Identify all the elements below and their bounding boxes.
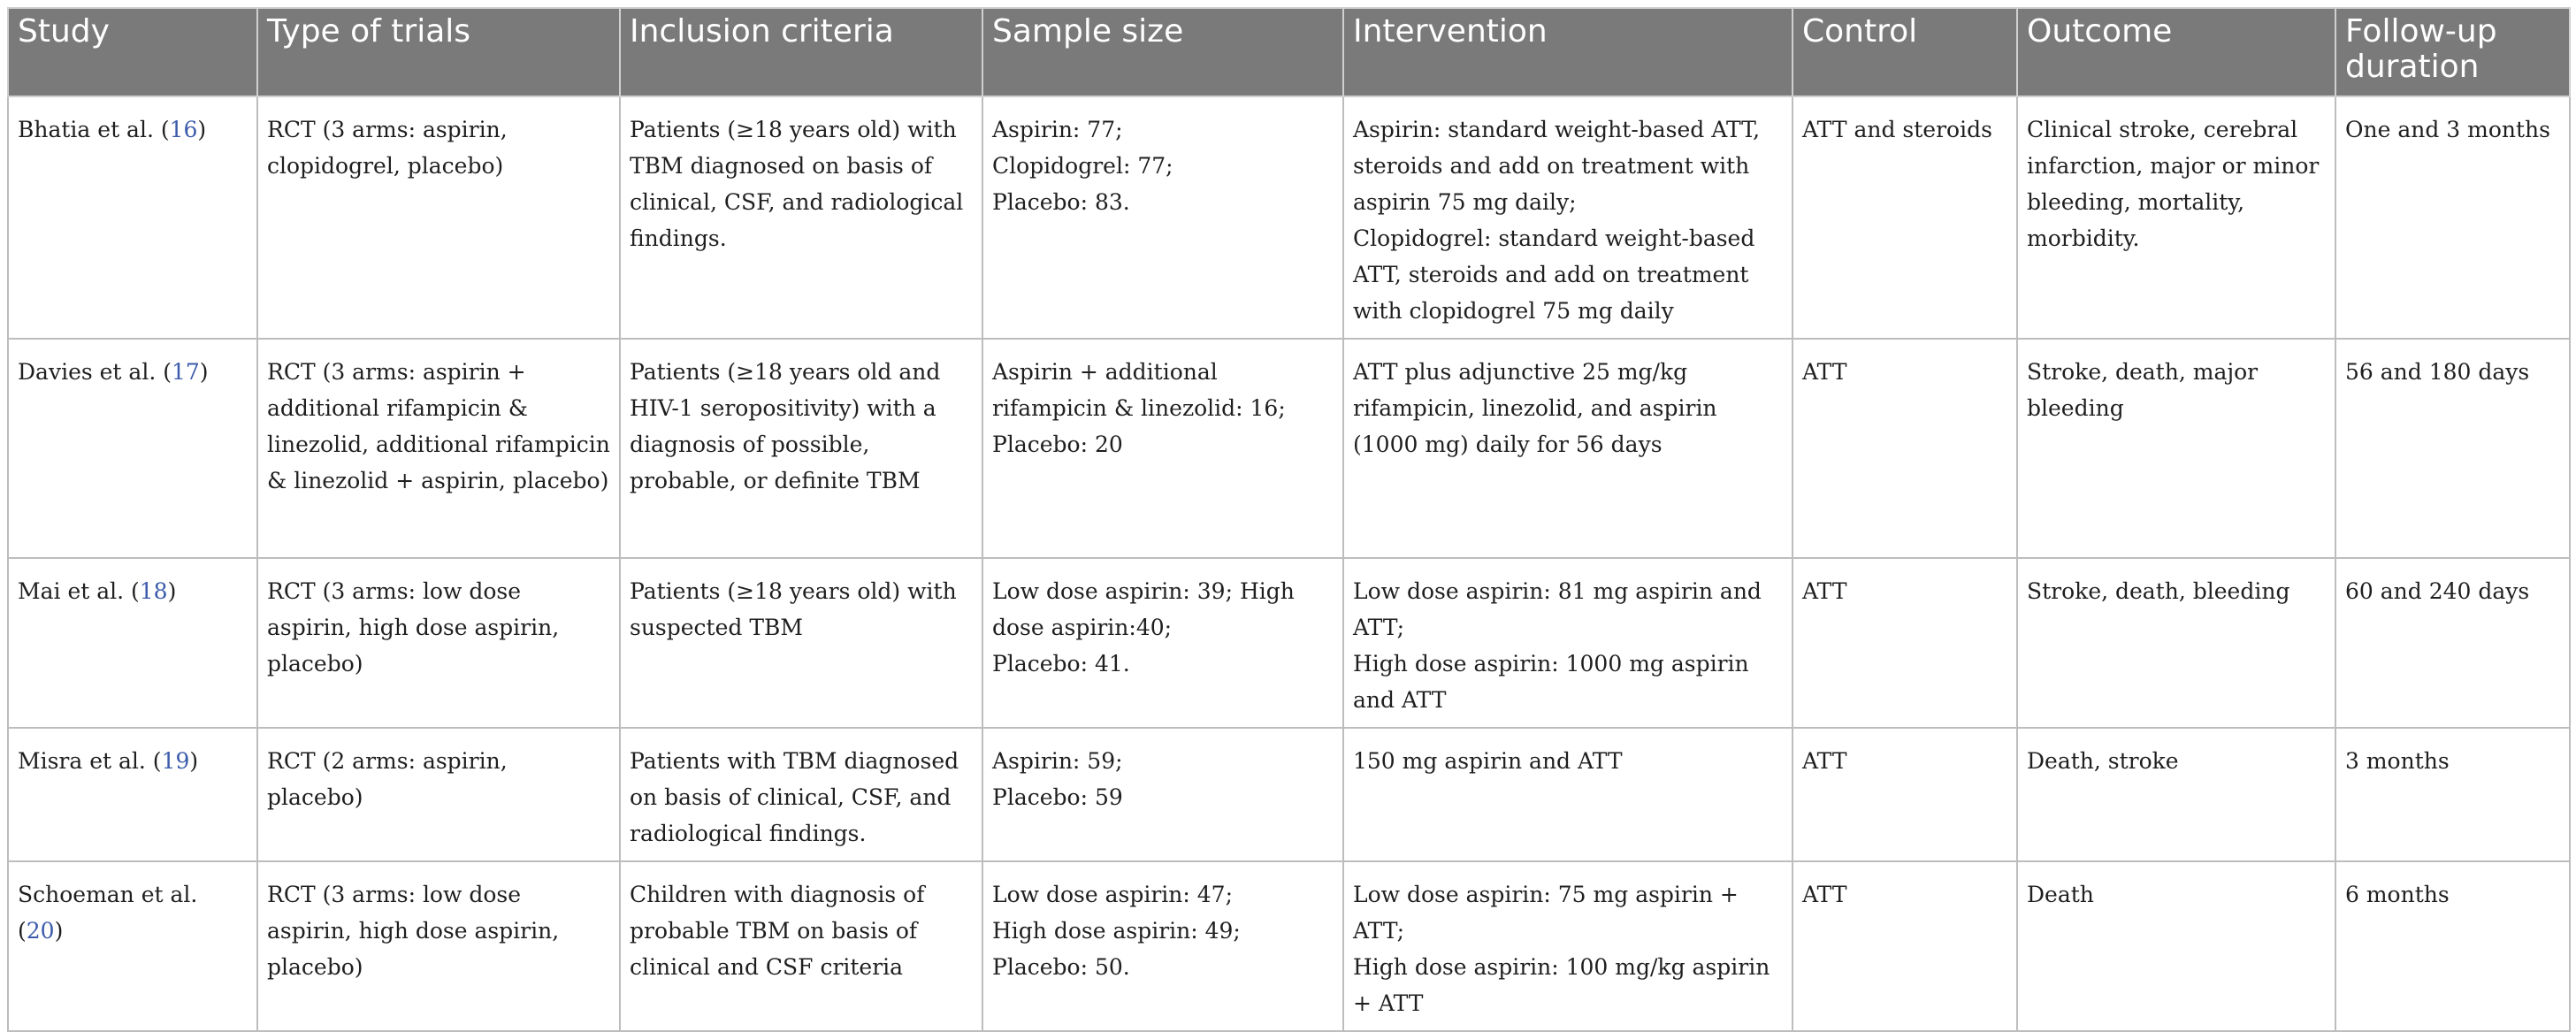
table-row (8, 96, 2570, 339)
table-row (8, 558, 2570, 728)
header-intervention: Intervention (1343, 8, 1792, 96)
cell-intervention (1343, 558, 1792, 728)
study-name: Davies et al. ( (18, 359, 172, 385)
cell-inclusion-criteria: Patients (≥18 years old and HIV-1 seropositivity) with a diagnosis of possible, probable, or definite TBM (620, 339, 982, 558)
cell-study (8, 558, 257, 728)
reference-link[interactable]: 16 (169, 117, 198, 142)
cell-inclusion-criteria: Patients (≥18 years old) with suspected TBM (620, 558, 982, 728)
intervention-line: Low dose aspirin: 81 mg aspirin and ATT; (1353, 578, 1762, 640)
cell-inclusion-criteria: Patients (≥18 years old) with TBM diagnosed on basis of clinical, CSF, and radiological findings. (620, 96, 982, 339)
studies-table (7, 7, 2571, 1032)
intervention-line: High dose aspirin: 1000 mg aspirin and ATT (1353, 651, 1749, 713)
cell-outcome: Death (2017, 861, 2335, 1031)
cell-type-of-trials: RCT (3 arms: aspirin + additional rifampicin & linezolid, additional rifampicin & linezolid + aspirin, placebo) (257, 339, 620, 558)
cell-type-of-trials: RCT (3 arms: low dose aspirin, high dose aspirin, placebo) (257, 558, 620, 728)
table-header (8, 8, 2570, 96)
intervention-line: Clopidogrel: standard weight-based ATT, steroids and add on treatment with clopidogrel 75 mg daily (1353, 226, 1755, 324)
study-name: Schoeman et al. ( (18, 882, 198, 944)
sample-size-line: Low dose aspirin: 47; (992, 882, 1234, 907)
intervention-line: Low dose aspirin: 75 mg aspirin + ATT; (1353, 882, 1739, 944)
cell-type-of-trials: RCT (2 arms: aspirin, placebo) (257, 728, 620, 861)
cell-intervention (1343, 339, 1792, 558)
cell-sample-size (982, 728, 1343, 861)
study-name-end: ) (54, 918, 64, 944)
header-type-of-trials: Type of trials (257, 8, 620, 96)
cell-follow-up: 3 months (2335, 728, 2570, 861)
studies-table-container (7, 7, 2569, 1032)
cell-type-of-trials: RCT (3 arms: aspirin, clopidogrel, placebo) (257, 96, 620, 339)
sample-size-line: Placebo: 50. (992, 954, 1130, 980)
cell-inclusion-criteria: Children with diagnosis of probable TBM on basis of clinical and CSF criteria (620, 861, 982, 1031)
study-name-end: ) (167, 578, 177, 604)
header-study: Study (8, 8, 257, 96)
sample-size-line: Placebo: 83. (992, 189, 1130, 215)
header-sample-size: Sample size (982, 8, 1343, 96)
study-name: Bhatia et al. ( (18, 117, 170, 142)
reference-link[interactable]: 19 (161, 748, 190, 774)
header-outcome: Outcome (2017, 8, 2335, 96)
sample-size-line: Placebo: 59 (992, 784, 1123, 810)
cell-follow-up: One and 3 months (2335, 96, 2570, 339)
cell-follow-up: 60 and 240 days (2335, 558, 2570, 728)
sample-size-line: Aspirin + additional rifampicin & linezolid: 16; (992, 359, 1286, 421)
cell-sample-size (982, 339, 1343, 558)
sample-size-line: Clopidogrel: 77; (992, 153, 1173, 179)
sample-size-line: Aspirin: 77; (992, 117, 1123, 142)
intervention-line: Aspirin: standard weight-based ATT, steroids and add on treatment with aspirin 75 mg daily; (1353, 117, 1761, 215)
cell-control: ATT (1792, 728, 2017, 861)
intervention-line: 150 mg aspirin and ATT (1353, 748, 1623, 774)
cell-intervention (1343, 96, 1792, 339)
cell-outcome: Death, stroke (2017, 728, 2335, 861)
cell-sample-size (982, 861, 1343, 1031)
cell-sample-size (982, 96, 1343, 339)
cell-control: ATT (1792, 861, 2017, 1031)
cell-study (8, 339, 257, 558)
header-control: Control (1792, 8, 2017, 96)
cell-type-of-trials: RCT (3 arms: low dose aspirin, high dose aspirin, placebo) (257, 861, 620, 1031)
study-name: Mai et al. ( (18, 578, 140, 604)
cell-control: ATT and steroids (1792, 96, 2017, 339)
cell-inclusion-criteria: Patients with TBM diagnosed on basis of clinical, CSF, and radiological findings. (620, 728, 982, 861)
cell-control: ATT (1792, 339, 2017, 558)
reference-link[interactable]: 20 (26, 918, 55, 944)
cell-control: ATT (1792, 558, 2017, 728)
cell-study (8, 96, 257, 339)
sample-size-line: High dose aspirin: 49; (992, 918, 1241, 944)
study-name: Misra et al. ( (18, 748, 162, 774)
table-body (8, 96, 2570, 1031)
sample-size-line: Placebo: 41. (992, 651, 1130, 677)
cell-outcome: Stroke, death, bleeding (2017, 558, 2335, 728)
table-row (8, 861, 2570, 1031)
reference-link[interactable]: 18 (139, 578, 168, 604)
cell-follow-up: 6 months (2335, 861, 2570, 1031)
study-name-end: ) (199, 359, 209, 385)
cell-outcome: Stroke, death, major bleeding (2017, 339, 2335, 558)
cell-study (8, 861, 257, 1031)
cell-intervention (1343, 728, 1792, 861)
header-row (8, 8, 2570, 96)
header-inclusion-criteria: Inclusion criteria (620, 8, 982, 96)
study-name-end: ) (189, 748, 199, 774)
intervention-line: High dose aspirin: 100 mg/kg aspirin + ATT (1353, 954, 1770, 1016)
intervention-line: ATT plus adjunctive 25 mg/kg rifampicin, linezolid, and aspirin (1000 mg) daily for 56 days (1353, 359, 1717, 457)
sample-size-line: Low dose aspirin: 39; High dose aspirin:40; (992, 578, 1295, 640)
cell-sample-size (982, 558, 1343, 728)
table-row (8, 339, 2570, 558)
reference-link[interactable]: 17 (171, 359, 200, 385)
cell-follow-up: 56 and 180 days (2335, 339, 2570, 558)
table-row (8, 728, 2570, 861)
study-name-end: ) (197, 117, 207, 142)
header-follow-up-duration: Follow-up duration (2335, 8, 2570, 96)
cell-outcome: Clinical stroke, cerebral infarction, major or minor bleeding, mortality, morbidity. (2017, 96, 2335, 339)
cell-intervention (1343, 861, 1792, 1031)
sample-size-line: Aspirin: 59; (992, 748, 1123, 774)
sample-size-line: Placebo: 20 (992, 432, 1123, 457)
cell-study (8, 728, 257, 861)
